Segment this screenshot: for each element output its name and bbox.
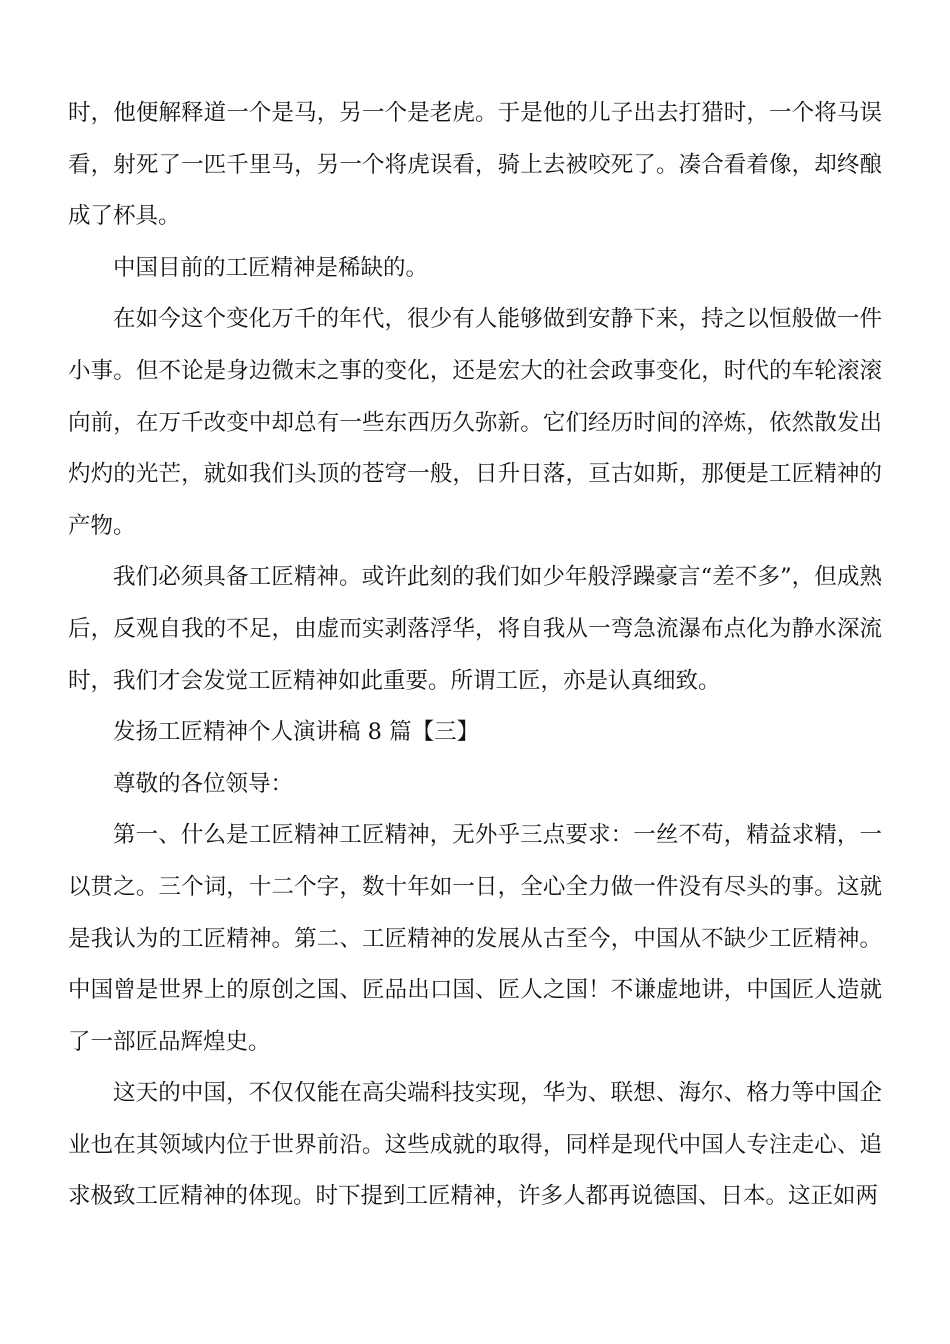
paragraph: 这天的中国，不仅仅能在高尖端科技实现，华为、联想、海尔、格力等中国企业也在其领域内位于世界前沿。这些成就的取得，同样是现代中国人专注走心、追求极致工匠精神的体现。时下提到工匠精神，许多人都再说德国、日本。这正如两 bbox=[68, 1080, 882, 1210]
paragraph-continued: 时，他便解释道一个是马，另一个是老虎。于是他的儿子出去打猎时，一个将马误看，射死了一匹千里马，另一个将虎误看，骑上去被咬死了。凑合看着像，却终酿成了杯具。 bbox=[68, 100, 882, 230]
section-heading: 发扬工匠精神个人演讲稿 8 篇【三】 bbox=[113, 719, 480, 746]
paragraph: 在如今这个变化万千的年代，很少有人能够做到安静下来，持之以恒般做一件小事。但不论是身边微末之事的变化，还是宏大的社会政事变化，时代的车轮滚滚向前，在万千改变中却总有一些东西历久弥新。它们经历时间的淬炼，依然散发出灼灼的光芒，就如我们头顶的苍穹一般，日升日落，亘古如斯，那便是工匠精神的产物。 bbox=[68, 306, 882, 539]
document-page bbox=[68, 88, 882, 1223]
paragraph: 中国目前的工匠精神是稀缺的。 bbox=[113, 254, 429, 281]
paragraph: 第一、什么是工匠精神工匠精神，无外乎三点要求：一丝不苟，精益求精，一以贯之。三个词，十二个字，数十年如一日，全心全力做一件没有尽头的事。这就是我认为的工匠精神。第二、工匠精神的发展从古至今，中国从不缺少工匠精神。中国曾是世界上的原创之国、匠品出口国、匠人之国！不谦虚地讲，中国匠人造就了一部匠品辉煌史。 bbox=[68, 822, 882, 1055]
salutation: 尊敬的各位领导： bbox=[113, 770, 294, 797]
paragraph: 我们必须具备工匠精神。或许此刻的我们如少年般浮躁豪言“差不多”，但成熟后，反观自我的不足，由虚而实剥落浮华，将自我从一弯急流瀑布点化为静水深流时，我们才会发觉工匠精神如此重要。所谓工匠，亦是认真细致。 bbox=[68, 564, 882, 694]
